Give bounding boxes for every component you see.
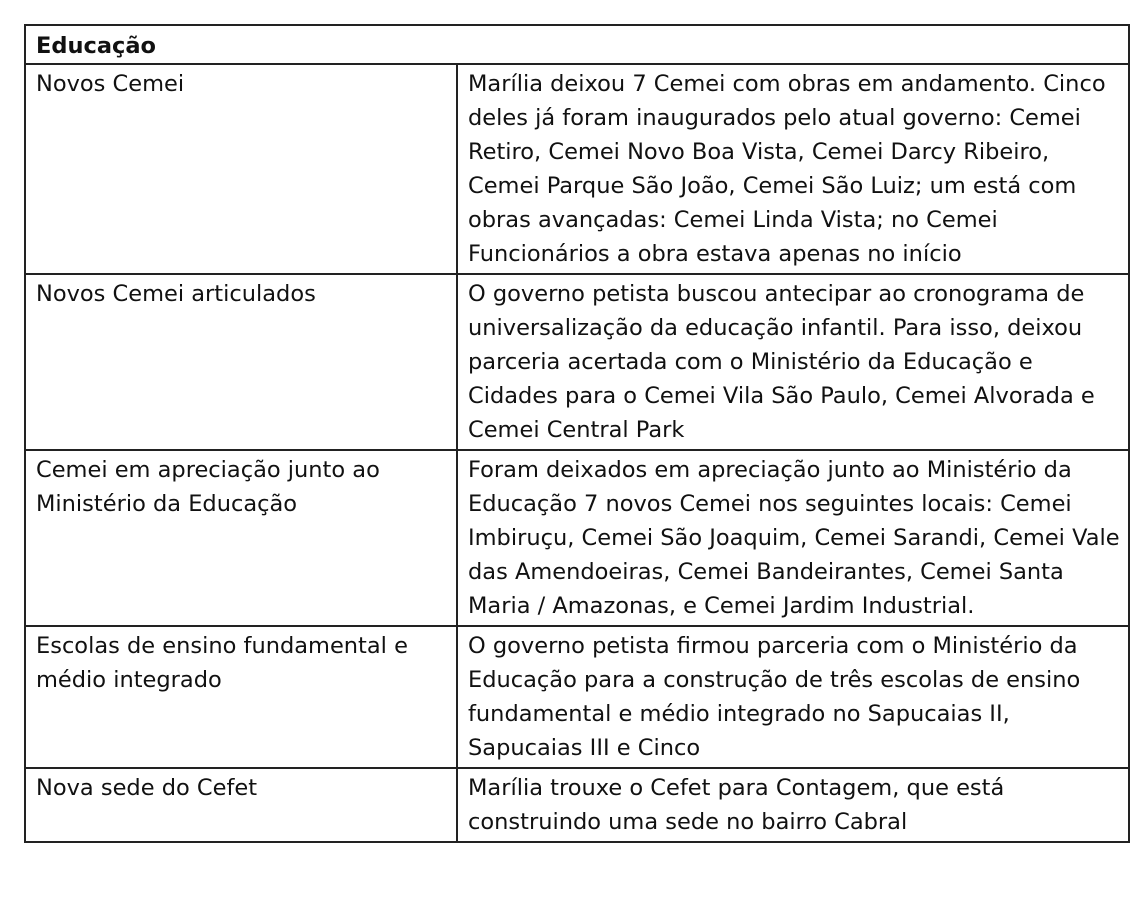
- table-row: [25, 274, 1129, 450]
- row-description: Foram deixados em apreciação junto ao Ministério da Educação 7 novos Cemei nos seguintes locais: Cemei Imbiruçu, Cemei São Joaquim, Cemei Sarandi, Cemei Vale das Amendoeiras, Cemei Bandeirantes, Cemei Santa Maria / Amazonas, e Cemei Jardim Industrial.: [457, 450, 1129, 626]
- row-description: Marília deixou 7 Cemei com obras em andamento. Cinco deles já foram inaugurados pelo atual governo: Cemei Retiro, Cemei Novo Boa Vista, Cemei Darcy Ribeiro, Cemei Parque São João, Cemei São Luiz; um está com obras avançadas: Cemei Linda Vista; no Cemei Funcionários a obra estava apenas no início: [457, 64, 1129, 274]
- row-label: Nova sede do Cefet: [25, 768, 457, 842]
- table-row: [25, 768, 1129, 842]
- row-label: Novos Cemei: [25, 64, 457, 274]
- row-label: Cemei em apreciação junto ao Ministério da Educação: [25, 450, 457, 626]
- row-description: O governo petista firmou parceria com o Ministério da Educação para a construção de três escolas de ensino fundamental e médio integrado no Sapucaias II, Sapucaias III e Cinco: [457, 626, 1129, 768]
- table-header-row: [25, 25, 1129, 64]
- row-label: Novos Cemei articulados: [25, 274, 457, 450]
- row-description: O governo petista buscou antecipar ao cronograma de universalização da educação infantil. Para isso, deixou parceria acertada com o Ministério da Educação e Cidades para o Cemei Vila São Paulo, Cemei Alvorada e Cemei Central Park: [457, 274, 1129, 450]
- table-row: [25, 450, 1129, 626]
- section-title: Educação: [25, 25, 1129, 64]
- table-row: [25, 64, 1129, 274]
- education-table: [24, 24, 1130, 843]
- row-description: Marília trouxe o Cefet para Contagem, que está construindo uma sede no bairro Cabral: [457, 768, 1129, 842]
- table-row: [25, 626, 1129, 768]
- row-label: Escolas de ensino fundamental e médio integrado: [25, 626, 457, 768]
